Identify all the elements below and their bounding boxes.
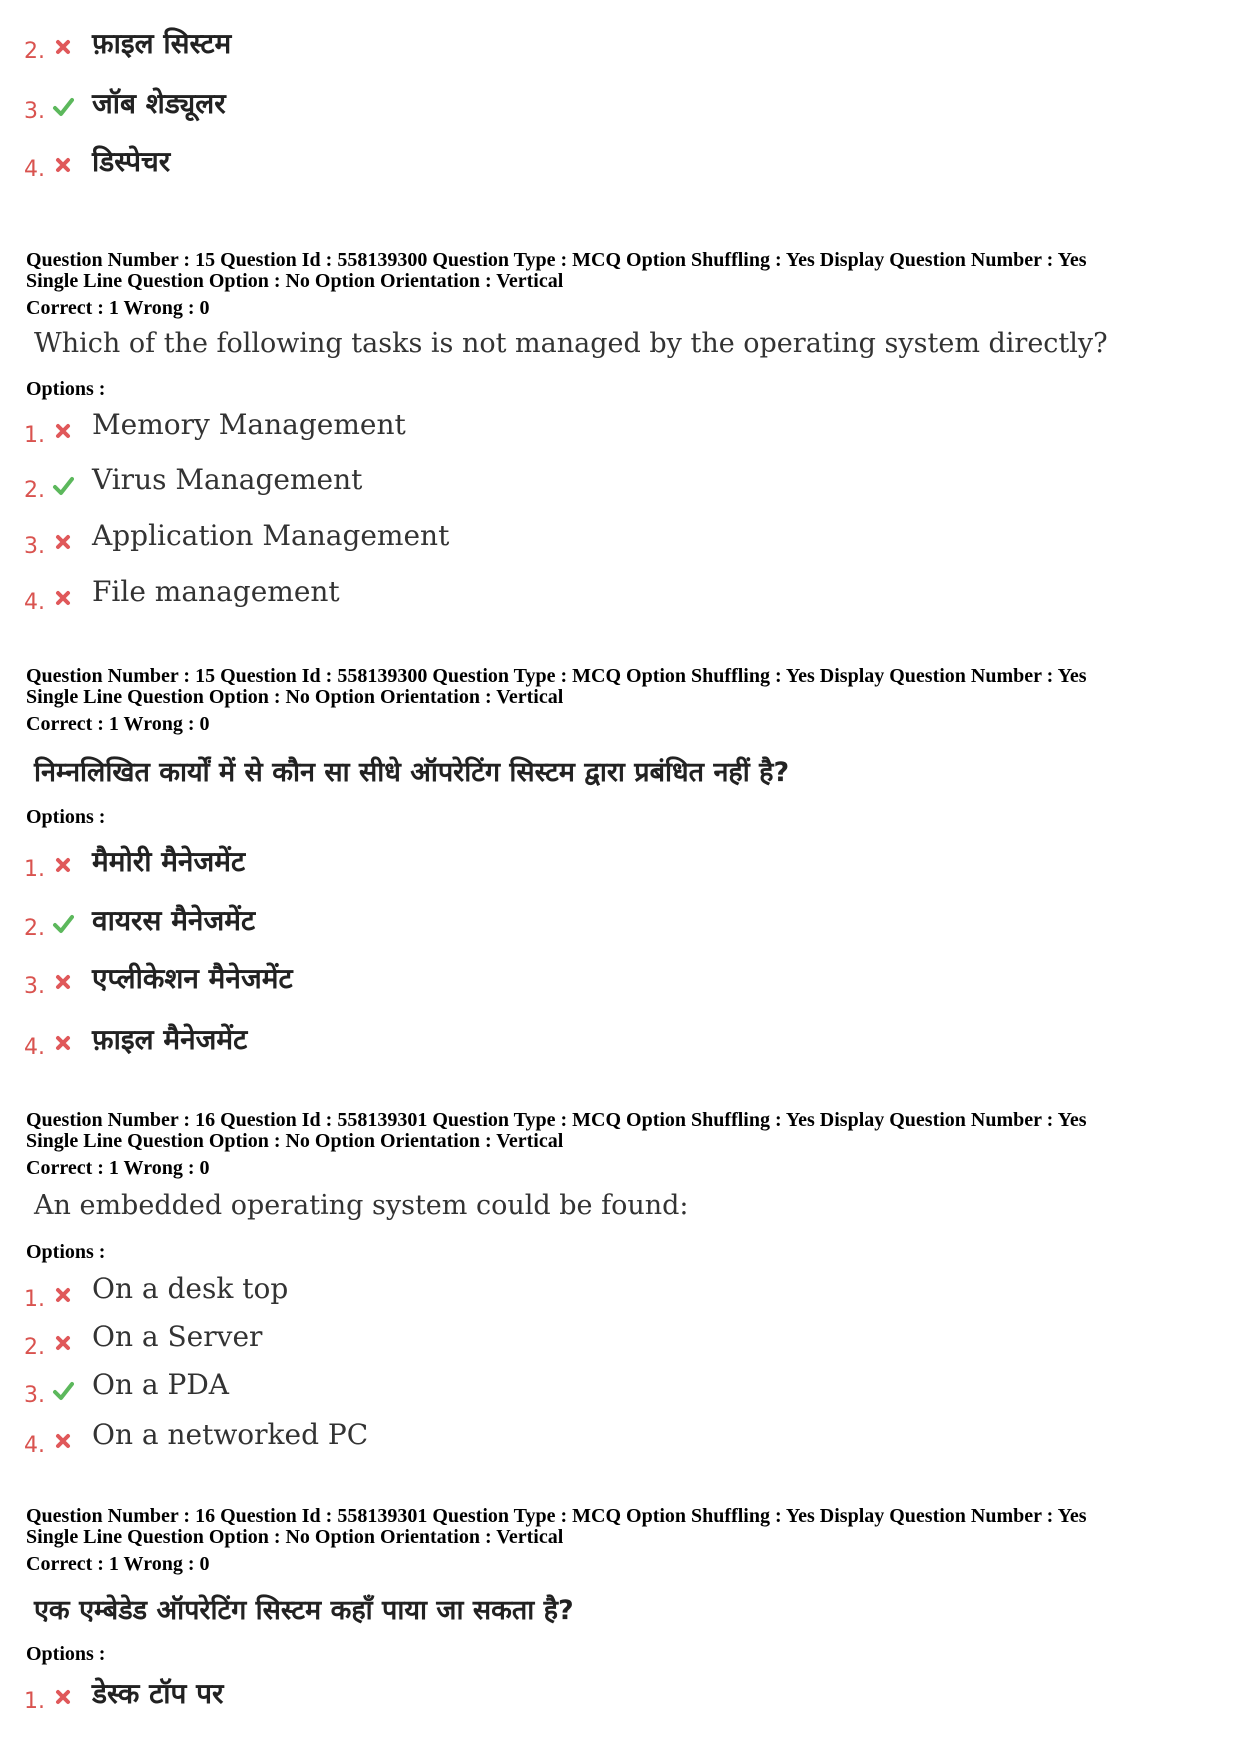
question-text: एक एम्बेडेड ऑपरेटिंग सिस्टम कहाँ पाया जा सकता है? (34, 1595, 574, 1626)
cross-icon (52, 1284, 74, 1306)
option-text: फ़ाइल सिस्टम (92, 27, 232, 60)
option-text: एप्लीकेशन मैनेजमेंट (92, 962, 293, 995)
check-icon (52, 1380, 74, 1402)
option-row (24, 899, 924, 945)
option-row (24, 406, 924, 452)
option-text: File management (92, 575, 340, 608)
cross-icon (52, 587, 74, 609)
option-row (24, 573, 924, 619)
option-text: जॉब शेड्यूलर (92, 87, 226, 120)
option-text: On a desk top (92, 1272, 289, 1305)
option-row (24, 1270, 924, 1316)
option-number: 4. (24, 1035, 45, 1060)
meta-line-1: Question Number : 15 Question Id : 558139300 Question Type : MCQ Option Shuffling : Yes Display Question Number : Yes (26, 249, 1087, 271)
options-label: Options : (26, 806, 106, 828)
option-row (24, 1416, 924, 1462)
meta-line-1: Question Number : 16 Question Id : 558139301 Question Type : MCQ Option Shuffling : Yes Display Question Number : Yes (26, 1109, 1087, 1131)
option-text: मैमोरी मैनेजमेंट (92, 845, 246, 878)
option-number: 4. (24, 590, 45, 615)
option-row (24, 140, 924, 186)
check-icon (52, 475, 74, 497)
cross-icon (52, 854, 74, 876)
option-number: 1. (24, 1287, 45, 1312)
cross-icon (52, 1332, 74, 1354)
meta-line-1: Question Number : 15 Question Id : 558139300 Question Type : MCQ Option Shuffling : Yes Display Question Number : Yes (26, 665, 1087, 687)
meta-line-3: Correct : 1 Wrong : 0 (26, 297, 210, 319)
option-row (24, 82, 924, 128)
option-number: 1. (24, 1689, 45, 1714)
option-row (24, 22, 924, 68)
cross-icon (52, 531, 74, 553)
option-row (24, 1318, 924, 1364)
option-text: On a PDA (92, 1368, 229, 1401)
option-number: 3. (24, 534, 45, 559)
option-number: 3. (24, 1383, 45, 1408)
cross-icon (52, 420, 74, 442)
question-text: निम्नलिखित कार्यों में से कौन सा सीधे ऑपरेटिंग सिस्टम द्वारा प्रबंधित नहीं है? (34, 757, 790, 788)
question-text: An embedded operating system could be found: (34, 1190, 689, 1221)
option-text: On a Server (92, 1320, 263, 1353)
option-row (24, 1672, 924, 1718)
meta-line-2: Single Line Question Option : No Option Orientation : Vertical (26, 686, 564, 708)
option-number: 2. (24, 478, 45, 503)
meta-line-3: Correct : 1 Wrong : 0 (26, 1553, 210, 1575)
question-meta (26, 1110, 1226, 1179)
question-meta (26, 250, 1226, 319)
option-number: 4. (24, 157, 45, 182)
option-text: Application Management (92, 519, 450, 552)
option-text: फ़ाइल मैनेजमेंट (92, 1023, 248, 1056)
meta-line-2: Single Line Question Option : No Option Orientation : Vertical (26, 1130, 564, 1152)
option-row (24, 957, 924, 1003)
meta-line-2: Single Line Question Option : No Option Orientation : Vertical (26, 270, 564, 292)
cross-icon (52, 1430, 74, 1452)
meta-line-1: Question Number : 16 Question Id : 558139301 Question Type : MCQ Option Shuffling : Yes Display Question Number : Yes (26, 1505, 1087, 1527)
option-text: डिस्पेचर (92, 145, 171, 178)
option-number: 1. (24, 857, 45, 882)
option-number: 2. (24, 916, 45, 941)
option-row (24, 461, 924, 507)
option-number: 4. (24, 1433, 45, 1458)
options-label: Options : (26, 1241, 106, 1263)
cross-icon (52, 1032, 74, 1054)
question-meta (26, 1506, 1226, 1575)
option-text: वायरस मैनेजमेंट (92, 904, 256, 937)
check-icon (52, 96, 74, 118)
option-number: 3. (24, 974, 45, 999)
check-icon (52, 913, 74, 935)
option-number: 2. (24, 1335, 45, 1360)
cross-icon (52, 1686, 74, 1708)
meta-line-2: Single Line Question Option : No Option Orientation : Vertical (26, 1526, 564, 1548)
option-row (24, 1018, 924, 1064)
question-meta (26, 666, 1226, 735)
option-text: डेस्क टॉप पर (92, 1677, 224, 1710)
options-label: Options : (26, 378, 106, 400)
option-text: Memory Management (92, 408, 406, 441)
option-text: Virus Management (92, 463, 363, 496)
meta-line-3: Correct : 1 Wrong : 0 (26, 713, 210, 735)
option-text: On a networked PC (92, 1418, 369, 1451)
option-row (24, 517, 924, 563)
option-row (24, 1366, 924, 1412)
option-row (24, 840, 924, 886)
cross-icon (52, 971, 74, 993)
cross-icon (52, 154, 74, 176)
option-number: 1. (24, 423, 45, 448)
option-number: 2. (24, 39, 45, 64)
question-text: Which of the following tasks is not managed by the operating system directly? (34, 328, 1108, 359)
meta-line-3: Correct : 1 Wrong : 0 (26, 1157, 210, 1179)
options-label: Options : (26, 1643, 106, 1665)
option-number: 3. (24, 99, 45, 124)
cross-icon (52, 36, 74, 58)
